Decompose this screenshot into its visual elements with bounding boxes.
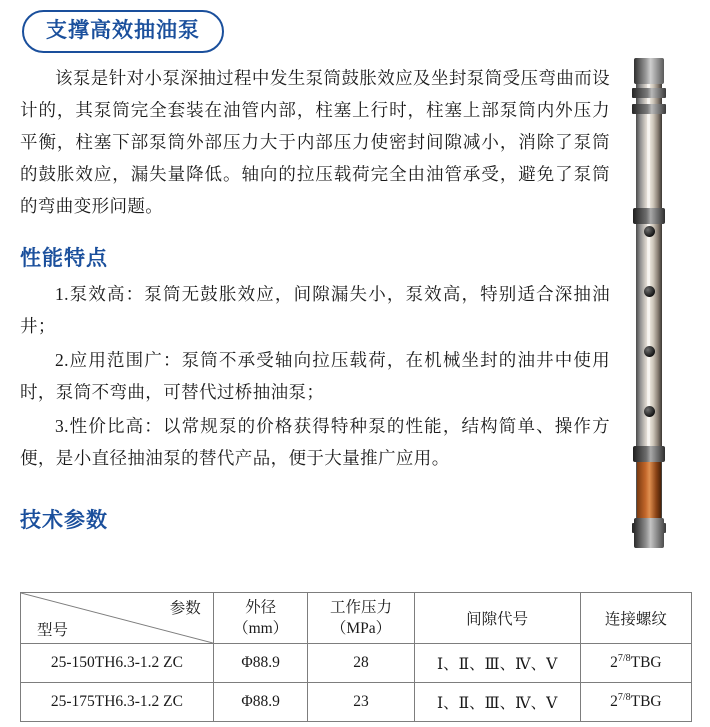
header-pressure-line2: （MPa） <box>330 620 392 637</box>
pump-band <box>632 88 666 98</box>
pump-top-cap <box>634 58 664 84</box>
content-column <box>20 62 610 540</box>
spec-table-container <box>20 592 692 722</box>
page-title: 支撑高效抽油泵 <box>22 10 224 53</box>
table-row <box>21 644 692 683</box>
cell-od: Φ88.9 <box>213 644 308 683</box>
cell-gap: Ⅰ、Ⅱ、Ⅲ、Ⅳ、Ⅴ <box>414 683 580 722</box>
corner-label-model: 型号 <box>37 622 69 639</box>
params-heading: 技术参数 <box>20 508 108 532</box>
pump-port <box>644 346 655 357</box>
thread-fraction: 7/8 <box>617 653 631 665</box>
pump-port <box>644 286 655 297</box>
table-header-row <box>21 593 692 644</box>
list-item: 1.泵效高：泵筒无鼓胀效应，间隙漏失小，泵效高，特别适合深抽油井； <box>20 284 610 336</box>
corner-label-parameter: 参数 <box>169 600 201 617</box>
cell-od: Φ88.9 <box>213 683 308 722</box>
thread-number: 2 <box>610 693 618 711</box>
thread-unit: TBG <box>630 654 662 672</box>
product-image <box>620 58 688 548</box>
cell-thread <box>580 683 691 722</box>
cell-gap: Ⅰ、Ⅱ、Ⅲ、Ⅳ、Ⅴ <box>414 644 580 683</box>
pump-joint <box>633 446 665 462</box>
cell-pressure: 23 <box>308 683 414 722</box>
spec-table <box>20 592 692 722</box>
header-od-line1: 外径 <box>245 599 277 616</box>
pump-bottom-cap <box>634 518 664 548</box>
intro-paragraph: 该泵是针对小泵深抽过程中发生泵筒鼓胀效应及坐封泵筒受压弯曲而设计的，其泵筒完全套装在油管内部，柱塞上行时，柱塞上部泵筒内外压力平衡，柱塞下部泵筒外部压力大于内部压力使密封间隙减小，消除了泵筒的鼓胀效应，漏失量降低。轴向的拉压载荷完全由油管承受，避免了泵筒的弯曲变形问题。 <box>20 68 610 216</box>
header-od-line2: （mm） <box>233 620 289 637</box>
table-header-corner <box>21 593 214 644</box>
table-row <box>21 683 692 722</box>
pump-joint <box>633 208 665 224</box>
cell-thread <box>580 644 691 683</box>
table-header-thread: 连接螺纹 <box>580 593 691 644</box>
header-pressure-line1: 工作压力 <box>330 599 393 616</box>
pump-port <box>644 406 655 417</box>
features-heading: 性能特点 <box>20 246 108 270</box>
table-header-gap: 间隙代号 <box>414 593 580 644</box>
thread-unit: TBG <box>630 693 662 711</box>
pump-port <box>644 226 655 237</box>
table-header-pressure <box>308 593 414 644</box>
pump-band <box>632 104 666 114</box>
cell-pressure: 28 <box>308 644 414 683</box>
table-header-od <box>213 593 308 644</box>
cell-model: 25-175TH6.3-1.2 ZC <box>21 683 214 722</box>
list-item: 3.性价比高：以常规泵的价格获得特种泵的性能，结构简单、操作方便，是小直径抽油泵的替代产品，便于大量推广应用。 <box>20 416 610 468</box>
cell-model: 25-150TH6.3-1.2 ZC <box>21 644 214 683</box>
thread-fraction: 7/8 <box>617 692 631 704</box>
thread-number: 2 <box>610 654 618 672</box>
list-item: 2.应用范围广：泵筒不承受轴向拉压载荷，在机械坐封的油井中使用时，泵筒不弯曲，可替代过桥抽油泵； <box>20 350 610 402</box>
features-list <box>20 278 610 474</box>
